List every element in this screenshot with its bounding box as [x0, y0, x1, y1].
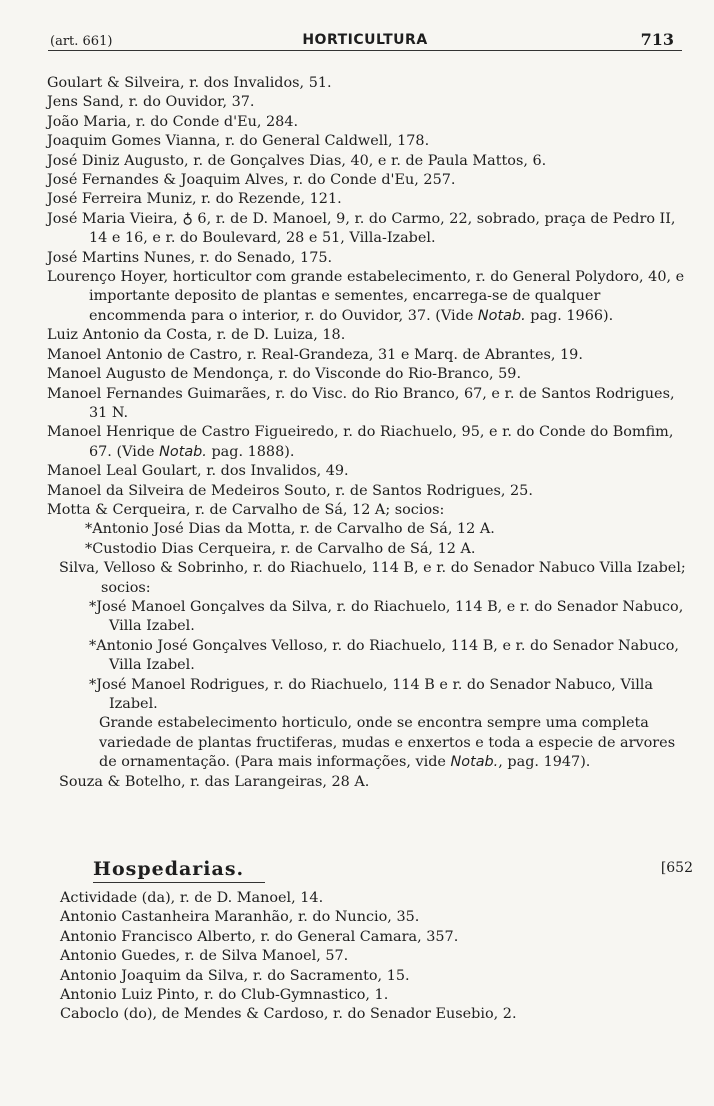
list-item: Jens Sand, r. do Ouvidor, 37.	[47, 94, 255, 111]
list-item: Manoel Leal Goulart, r. dos Invalidos, 49.	[47, 463, 349, 480]
list-item: Joaquim Gomes Vianna, r. do General Caldwell, 178.	[47, 133, 430, 150]
note-text: Grande estabelecimento horticulo, onde se encontra sempre uma completa variedade de plantas fructiferas, mudas e enxertos e toda a especie de arvores de ornamentação. (Para mais informações, vide	[99, 715, 676, 771]
list-item: Goulart & Silveira, r. dos Invalidos, 51.	[47, 75, 332, 91]
section-title: Hospedarias.	[93, 858, 245, 880]
hospedarias-list	[60, 889, 690, 1025]
list-item: José Martins Nunes, r. do Senado, 175.	[47, 249, 333, 266]
section-heading: HORTICULTURA	[302, 32, 428, 48]
list-item: Motta & Cerqueira, r. de Carvalho de Sá, 12 A; socios:	[47, 501, 445, 518]
notab-page: pag. 1966).	[525, 307, 614, 324]
list-item: Antonio Castanheira Maranhão, r. do Nuncio, 35.	[60, 909, 420, 926]
silva-note	[47, 714, 697, 772]
page-number: 713	[640, 30, 674, 49]
list-item: Manoel Fernandes Guimarães, r. do Visc. do Rio Branco, 67, e r. de Santos Rodrigues, 31 N.	[47, 385, 680, 421]
notab-page: pag. 1888).	[206, 443, 295, 460]
list-item: José Ferreira Muniz, r. do Rezende, 121.	[47, 191, 342, 208]
list-item-silva: Silva, Velloso & Sobrinho, r. do Riachuelo, 114 B, e r. do Senador Nabuco Villa Izabel; socios:	[59, 560, 691, 596]
socio-item: *Antonio José Gonçalves Velloso, r. do Riachuelo, 114 B, e r. do Senador Nabuco, Villa Izabel.	[89, 637, 679, 674]
horticultura-list	[47, 74, 697, 792]
list-item: Antonio Joaquim da Silva, r. do Sacramento, 15.	[60, 967, 410, 984]
list-item: Manoel Antonio de Castro, r. Real-Grandeza, 31 e Marq. de Abrantes, 19.	[47, 346, 583, 363]
list-item: Caboclo (do), de Mendes & Cardoso, r. do Senador Eusebio, 2.	[60, 1006, 517, 1023]
notab-page: , pag. 1947).	[498, 754, 591, 771]
list-item: Manoel Augusto de Mendonça, r. do Visconde do Rio-Branco, 59.	[47, 366, 522, 383]
page-header	[50, 30, 680, 52]
list-item: João Maria, r. do Conde d'Eu, 284.	[47, 113, 299, 130]
section-number: [652	[660, 860, 693, 876]
socio-item: *José Manoel Rodrigues, r. do Riachuelo, 114 B e r. do Senador Nabuco, Villa Izabel.	[89, 676, 653, 712]
socio-item: *Antonio José Dias da Motta, r. de Carvalho de Sá, 12 A.	[85, 521, 495, 538]
socio-item: *José Manoel Gonçalves da Silva, r. do Riachuelo, 114 B, e r. do Senador Nabuco, Villa Izabel.	[89, 598, 684, 635]
hoyer-text: Lourenço Hoyer, horticultor com grande estabelecimento, r. do General Polydoro, 40, e importante deposito de plantas e sementes, encarrega-se de qualquer encommenda para o interior, r. do Ouvidor, 37. (Vide	[47, 269, 689, 324]
notab-ref: Notab.	[477, 307, 526, 324]
list-item: José Maria Vieira, ♁ 6, r. de D. Manoel, 9, r. do Carmo, 22, sobrado, praça de Pedro II, 14 e 16, e r. do Boulevard, 28 e 51, Villa-Izabel.	[47, 210, 681, 247]
socio-item: *Custodio Dias Cerqueira, r. de Carvalho de Sá, 12 A.	[85, 540, 476, 557]
list-item: Souza & Botelho, r. das Larangeiras, 28 A.	[59, 773, 370, 790]
list-item: Manoel da Silveira de Medeiros Souto, r. de Santos Rodrigues, 25.	[47, 482, 533, 499]
list-item: Antonio Guedes, r. de Silva Manoel, 57.	[60, 948, 349, 965]
list-item: Antonio Francisco Alberto, r. do General Camara, 357.	[60, 928, 459, 945]
list-item: Actividade (da), r. de D. Manoel, 14.	[60, 890, 324, 906]
article-ref: (art. 661)	[50, 34, 113, 49]
list-item: José Fernandes & Joaquim Alves, r. do Conde d'Eu, 257.	[47, 172, 456, 189]
list-item-figueiredo	[47, 423, 697, 462]
header-rule	[48, 50, 682, 51]
list-item-hoyer	[47, 268, 697, 326]
list-item: Antonio Luiz Pinto, r. do Club-Gymnastico, 1.	[60, 987, 389, 1004]
section-underline	[93, 882, 265, 883]
figueiredo-text: Manoel Henrique de Castro Figueiredo, r. do Riachuelo, 95, e r. do Conde do Bomfim, 67. (Vide	[47, 424, 678, 460]
notab-ref: Notab.	[159, 443, 207, 460]
list-item: Luiz Antonio da Costa, r. de D. Luiza, 18.	[47, 327, 346, 344]
list-item: José Diniz Augusto, r. de Gonçalves Dias, 40, e r. de Paula Mattos, 6.	[47, 152, 547, 169]
notab-ref: Notab.	[450, 754, 499, 771]
hospedarias-heading	[93, 858, 693, 884]
